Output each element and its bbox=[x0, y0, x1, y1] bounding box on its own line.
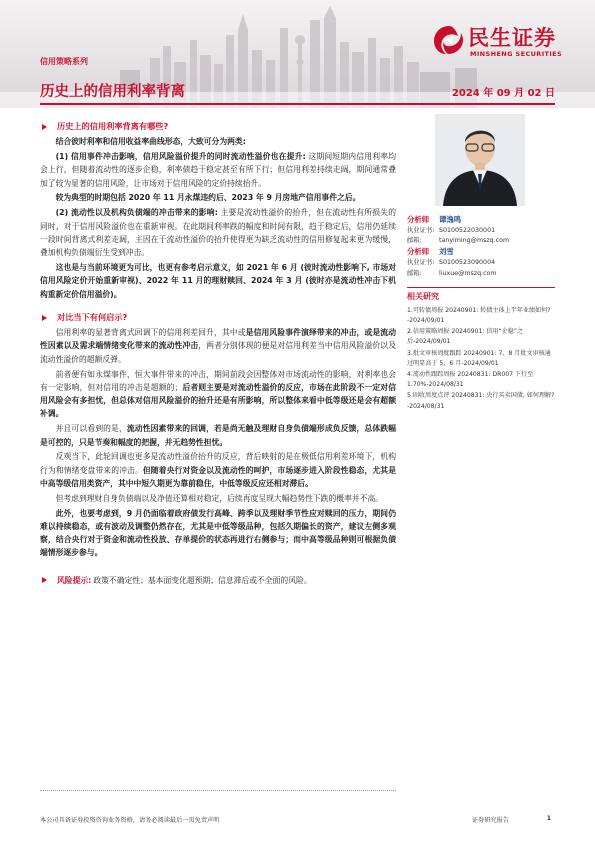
emphasis-text: 后者则主要是对流动性溢价的反应，市场在此阶段不一定对信用风险会有多担忧，但总体对信用风险溢价的抬升还是有所影响，所以整体来看中低等级还是会有超额补调。 bbox=[40, 382, 396, 419]
email-label: 邮箱: bbox=[407, 269, 422, 277]
logo-mark-icon bbox=[432, 24, 466, 56]
analyst-email-link[interactable]: tanyiming@mszq.com bbox=[439, 237, 510, 245]
header-banner bbox=[0, 0, 595, 108]
body-text: 反观当下，此轮回调也更多是流动性溢价抬升的反应，背后映射的是在极低信用利差环境下，机构行为和情绪变盘带来的冲击。 bbox=[40, 452, 396, 475]
analyst-email-link[interactable]: liuxue@mszq.com bbox=[439, 269, 497, 277]
cert-number: S0100522030001 bbox=[439, 227, 496, 234]
analyst-name: 刘雪 bbox=[439, 247, 454, 257]
body-text: ，两者分别体现的便是对信用利差当中信用风险溢价以及流动性溢价的超额反弹。 bbox=[40, 341, 397, 364]
analyst-card bbox=[407, 214, 555, 246]
triangle-bullet-icon bbox=[42, 315, 47, 321]
footer-disclaimer: 本公司具备证券投资咨询业务资格，请务必阅读最后一页免责声明 bbox=[40, 817, 220, 824]
related-research-link[interactable]: 3.批文审核周度跟踪 20240901: 7、8 月批文审核通过明显高于 5、6 月-2024/09/01 bbox=[407, 349, 551, 367]
triangle-bullet-icon bbox=[42, 577, 47, 583]
minsheng-logo bbox=[432, 24, 582, 64]
analyst-card bbox=[407, 246, 555, 278]
body-paragraph bbox=[40, 450, 396, 490]
section-heading bbox=[40, 120, 396, 133]
page-footer bbox=[40, 815, 555, 824]
related-research-list bbox=[407, 306, 555, 412]
cert-label: 执业证书: bbox=[407, 259, 435, 267]
body-text: 信用利率的显著背离式回调下的信用利差回升，其中或 bbox=[55, 328, 246, 338]
body-paragraph bbox=[40, 150, 396, 190]
analyst-name: 谭逸鸣 bbox=[439, 215, 462, 224]
body-paragraph bbox=[40, 368, 396, 421]
section-heading-text: 历史上的信用利率背离有哪些? bbox=[57, 121, 169, 131]
body-paragraph bbox=[40, 326, 396, 366]
header-divider bbox=[40, 103, 555, 105]
emphasis-text: (1) 信用事件冲击影响，信用风险溢价提升的同时流动性溢价也在提升: bbox=[55, 152, 306, 162]
body-text: 前者便有如永煤事件、恒大事件带来的冲击，期间前段会因整体对市场流动性的影响，对利率也会有一定影响，但对信用的冲击是超额的； bbox=[40, 369, 396, 392]
risk-text: 政策不确定性；基本面变化超预期；信息滞后或不全面的风险。 bbox=[93, 575, 312, 585]
analyst-portrait-image bbox=[435, 114, 525, 206]
page-number: 1 bbox=[546, 815, 551, 822]
emphasis-text: 但随着央行对资金以及流动性的呵护，市场逐步进入阶段性稳态，尤其是中高等级信用类资产，其中中短久期更为靠前稳住，中低等级反应还相对滞后。 bbox=[40, 465, 397, 488]
analyst-photo bbox=[435, 114, 525, 206]
body-text: 这期间短期内信用利率均会上行，但随着流动性的逐步企稳，利率债趋于稳定甚至有所下行；但信用利差持续走阔，期间通常叠加了较为显著的信用风险，让市场对于信用风险的定价持续抬升。 bbox=[40, 152, 396, 188]
footer-divider bbox=[40, 790, 396, 791]
related-research-link[interactable]: 4.流动性跟踪周报 20240831: DR007 下行至 1.70%-2024/08/31 bbox=[407, 371, 534, 389]
risk-label: 风险提示: bbox=[57, 575, 92, 585]
footer-report-type: 证券研究报告 bbox=[471, 817, 509, 824]
related-research-link[interactable]: 2.信用策略周报 20240901: 信用“企稳”之后-2024/09/01 bbox=[407, 328, 524, 346]
body-paragraph bbox=[40, 206, 396, 259]
body-text: 但考虑到理财自身负债端以及净值还算相对稳定，后续再度呈现大幅趋势性下跌的概率并不高。 bbox=[55, 493, 384, 503]
main-content bbox=[40, 120, 396, 587]
cert-label: 执业证书: bbox=[407, 227, 435, 234]
body-paragraph bbox=[40, 261, 396, 301]
emphasis-text: (2) 流动性以及机构负债端的冲击带来的影响: bbox=[55, 208, 218, 218]
emphasis-text: 流动性因素带来的回调，若是尚无触及理财自身负债端形成负反馈，总体跌幅是可控的，只是节奏和幅度的把握，并无趋势性担忧。 bbox=[40, 424, 397, 447]
emphasis-text: 此外，也要考虑到，9 月仍面临着政府债发行高峰、跨季以及理财季节性应对赎回的压力，期间仍难以持续稳态，或有波动及调整仍然存在，尤其是中低等级品种，包括久期偏长的资产，建议左侧多观察，结合央行对于资金和流动性投放、存单提价的状态再进行右侧参与；而中高等级品种则可根据负债端情形逐步参与。 bbox=[40, 508, 396, 558]
emphasis-text: 结合彼时利率和信用收益率曲线形态，大致可分为两类: bbox=[55, 137, 246, 147]
body-paragraph bbox=[40, 507, 396, 560]
analyst-role: 分析师 bbox=[407, 247, 430, 257]
report-date: 2024 年 09 月 02 日 bbox=[451, 88, 555, 99]
logo-english-text: MINSHENG SECURITIES bbox=[470, 50, 563, 58]
triangle-bullet-icon bbox=[42, 124, 47, 130]
body-text: 并且可以看到的是， bbox=[55, 424, 127, 434]
section-heading bbox=[40, 311, 396, 324]
body-text: 主要是流动性溢价的抬升，但在流动性有所损失的同时，对于信用风险溢价也在重新审视。在此期间利率跌的幅度和时间有限，趋于稳定后，信用仍延续一段时间背离式利差走阔，主因在于流动性溢价的抬升使得更为缺乏流动性的信用修复起来更为缓慢，叠加机构负债端衍生受到冲击。 bbox=[40, 208, 396, 258]
body-paragraph bbox=[40, 135, 396, 148]
email-label: 邮箱: bbox=[407, 237, 422, 245]
page-title: 历史上的信用利率背离 bbox=[40, 84, 185, 100]
section-heading-text: 对比当下有何启示? bbox=[57, 311, 128, 322]
emphasis-text: 是信用风险事件演绎带来的冲击，或是流动性因素以及需求端情绪变化带来的流动性冲击 bbox=[40, 328, 396, 351]
related-research-link[interactable]: 1.可转债周报 20240901: 转债主体上半年业绩如何? -2024/09/01 bbox=[407, 306, 551, 325]
risk-warning bbox=[40, 574, 396, 587]
emphasis-text: 这也是与当前环境更为可比，也更有参考启示意义，如 2021 年 6 月 (彼时流动性影响下, 市场对信用风险定价开始重新审视)、2022 年 11 月的理财赎回、2024 年 3 月 (彼时亦是流动性冲击下机构重新定价信用溢价)。 bbox=[40, 262, 396, 299]
cert-number: S0100523090004 bbox=[439, 259, 496, 267]
analyst-block bbox=[407, 214, 555, 279]
content-section bbox=[40, 311, 396, 560]
content-section bbox=[40, 120, 396, 301]
analyst-role: 分析师 bbox=[407, 215, 430, 224]
report-series: 信用策略系列 bbox=[40, 57, 88, 66]
sidebar bbox=[407, 110, 555, 413]
logo-chinese-text: 民生证券 bbox=[468, 26, 556, 50]
body-paragraph bbox=[40, 422, 396, 449]
body-paragraph bbox=[40, 492, 396, 505]
emphasis-text: 较为典型的时期包括 2020 年 11 月永煤违约后、2023 年 9 月房地产信用事件之后。 bbox=[55, 193, 361, 203]
related-research-heading: 相关研究 bbox=[407, 287, 555, 302]
body-paragraph bbox=[40, 191, 396, 204]
related-research-link[interactable]: 5.固收周度点评 20240831: 央行买卖国债, 如何理解? -2024/08/31 bbox=[407, 392, 555, 410]
